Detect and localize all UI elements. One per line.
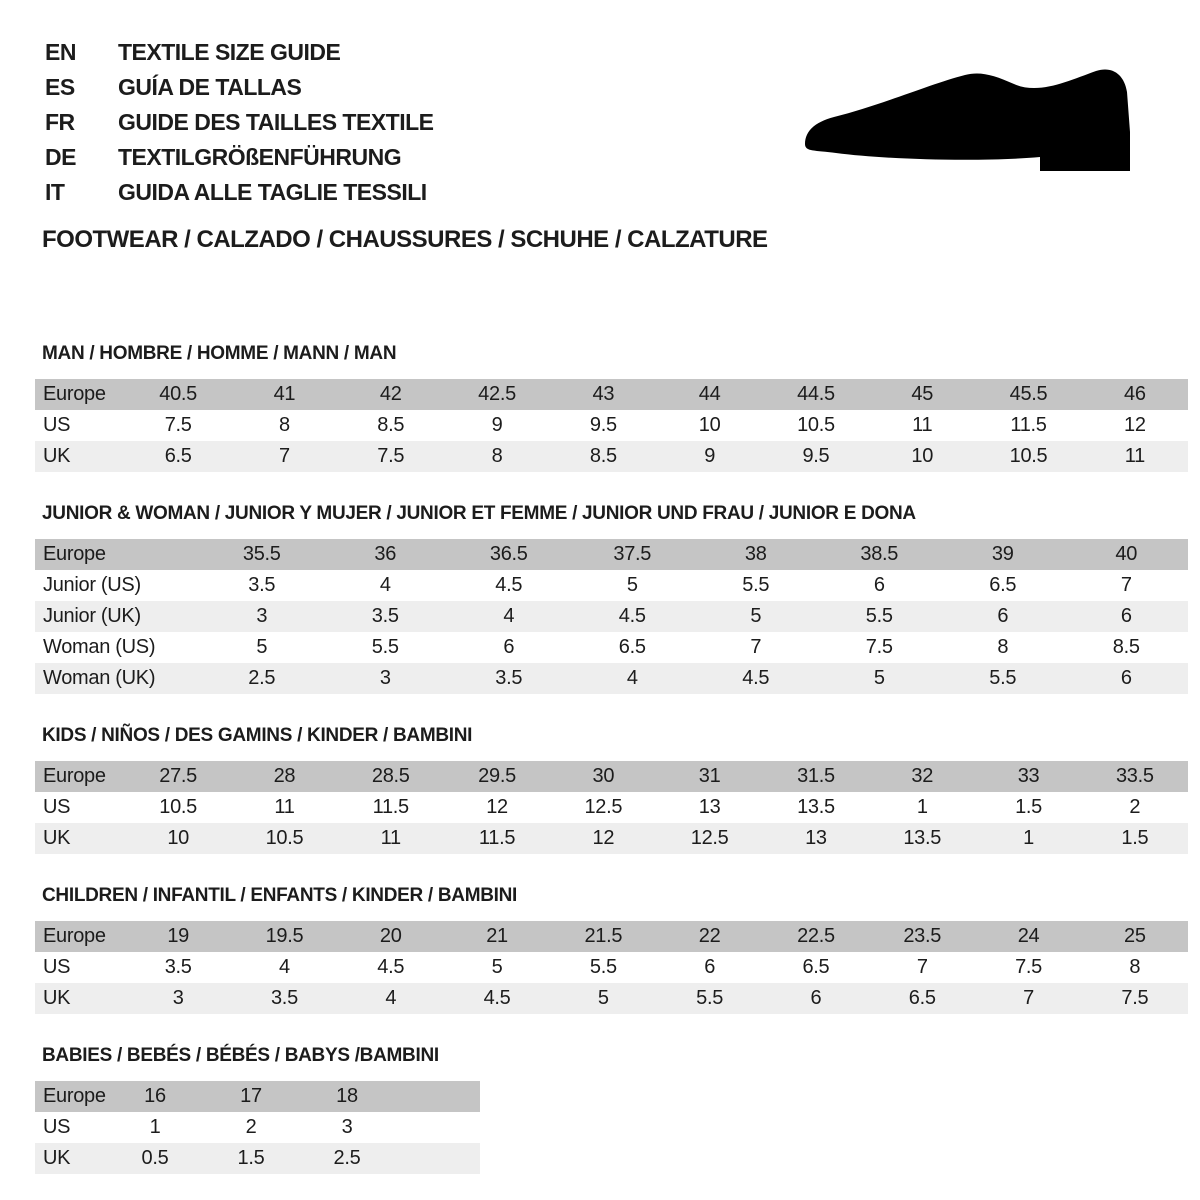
size-value: 4.5 (742, 667, 770, 689)
table-row (35, 792, 1188, 823)
table-row (35, 379, 1188, 410)
section-children (35, 884, 1188, 1014)
size-value: 8.5 (377, 414, 405, 436)
size-table-junior-woman (35, 539, 1188, 694)
size-value: 44.5 (797, 383, 835, 405)
lang-label-fr: GUIDE DES TAILLES TEXTILE (118, 109, 434, 135)
size-value: 7 (916, 956, 928, 978)
size-value: 4.5 (495, 574, 523, 596)
size-value: 8.5 (589, 445, 617, 467)
table-row (35, 1112, 480, 1143)
lang-label-de: TEXTILGRÖßENFÜHRUNG (118, 144, 402, 170)
section-title-children: CHILDREN / INFANTIL / ENFANTS / KINDER / BAMBINI (42, 885, 518, 906)
size-value: 6 (810, 987, 822, 1009)
size-value: 7 (750, 636, 762, 658)
size-value: 18 (336, 1085, 358, 1107)
size-value: 5.5 (989, 667, 1017, 689)
size-value: 12 (486, 796, 508, 818)
size-value: 5.5 (865, 605, 893, 627)
size-value: 12.5 (584, 796, 623, 818)
size-value: 5.5 (371, 636, 399, 658)
size-value: 7 (1120, 574, 1132, 596)
size-value: 40 (1115, 543, 1138, 565)
size-value: 9.5 (802, 445, 830, 467)
size-value: 45.5 (1009, 383, 1048, 405)
size-table-children (35, 921, 1188, 1014)
size-value: 2 (1129, 796, 1141, 818)
size-value: 6 (503, 636, 515, 658)
size-value: 44 (698, 383, 721, 405)
size-value: 33.5 (1115, 765, 1154, 787)
size-value: 5.5 (589, 956, 617, 978)
size-table-babies (35, 1081, 480, 1174)
size-value: 8 (279, 414, 290, 436)
size-value: 36.5 (489, 543, 528, 565)
size-value: 6 (704, 956, 716, 978)
size-value: 27.5 (159, 765, 198, 787)
size-value: 6.5 (164, 445, 192, 467)
size-value: 38.5 (860, 543, 899, 565)
size-value: 11.5 (1010, 414, 1047, 436)
size-value: 4.5 (483, 987, 511, 1009)
size-value: 10 (167, 827, 189, 849)
lang-label-es: GUÍA DE TALLAS (118, 74, 302, 100)
size-value: 1.5 (237, 1147, 265, 1169)
size-value: 6 (997, 605, 1009, 627)
size-value: 10.5 (265, 827, 304, 849)
size-value: 10 (698, 414, 721, 436)
size-value: 4 (626, 667, 638, 689)
size-value: 40.5 (159, 383, 198, 405)
size-value: 2.5 (333, 1147, 361, 1169)
size-value: 46 (1124, 383, 1146, 405)
size-value: 17 (240, 1085, 262, 1107)
section-man (35, 342, 1188, 472)
filler-cell (395, 1143, 480, 1174)
size-value: 6.5 (618, 636, 646, 658)
table-row (35, 761, 1188, 792)
size-value: 6.5 (989, 574, 1017, 596)
table-row (35, 1143, 480, 1174)
size-value: 4.5 (618, 605, 646, 627)
table-row (35, 632, 1188, 663)
size-table-kids (35, 761, 1188, 854)
row-label: Europe (43, 543, 106, 565)
row-label: US (43, 414, 71, 436)
table-row (35, 570, 1188, 601)
size-value: 9.5 (589, 414, 617, 436)
size-value: 30 (592, 765, 615, 787)
size-value: 7.5 (1121, 987, 1149, 1009)
size-value: 16 (144, 1085, 166, 1107)
size-value: 45 (911, 383, 934, 405)
size-value: 6 (1120, 667, 1132, 689)
size-value: 39 (991, 543, 1014, 565)
category-line: FOOTWEAR / CALZADO / CHAUSSURES / SCHUHE / CALZATURE (42, 226, 768, 253)
size-value: 4 (279, 956, 290, 978)
row-label: UK (43, 1147, 71, 1169)
size-value: 3.5 (164, 956, 192, 978)
row-label: Europe (43, 1085, 106, 1107)
row-label: UK (43, 987, 71, 1009)
size-value: 0.5 (141, 1147, 169, 1169)
lang-code-de: DE (45, 144, 76, 170)
size-value: 13.5 (797, 796, 835, 818)
lang-label-en: TEXTILE SIZE GUIDE (118, 39, 341, 65)
size-value: 5 (750, 605, 762, 627)
row-label: Junior (UK) (43, 605, 141, 627)
size-value: 20 (379, 925, 402, 947)
section-title-junior-woman: JUNIOR & WOMAN / JUNIOR Y MUJER / JUNIOR ET FEMME / JUNIOR UND FRAU / JUNIOR E DONA (42, 503, 916, 524)
size-value: 33 (1017, 765, 1040, 787)
size-value: 5 (256, 636, 268, 658)
size-value: 10.5 (797, 414, 835, 436)
row-label: Europe (43, 383, 106, 405)
size-value: 3 (341, 1116, 353, 1138)
size-value: 3.5 (270, 987, 298, 1009)
size-value: 21 (486, 925, 508, 947)
section-kids (35, 724, 1188, 854)
size-value: 12 (1124, 414, 1146, 436)
section-junior-woman (35, 502, 1188, 694)
size-value: 21.5 (584, 925, 623, 947)
size-value: 8 (1129, 956, 1141, 978)
size-value: 6 (873, 574, 885, 596)
size-value: 7.5 (1015, 956, 1042, 978)
size-value: 4.5 (377, 956, 405, 978)
size-value: 2 (245, 1116, 257, 1138)
size-value: 43 (592, 383, 615, 405)
size-value: 7 (279, 445, 290, 467)
size-value: 13 (698, 796, 721, 818)
lang-code-it: IT (45, 179, 65, 205)
table-row (35, 983, 1188, 1014)
filler-cell (395, 1112, 480, 1143)
size-value: 5 (873, 667, 885, 689)
row-label: Woman (US) (43, 636, 156, 658)
size-value: 8 (997, 636, 1009, 658)
size-value: 11 (1124, 445, 1145, 467)
size-value: 4 (385, 987, 397, 1009)
size-value: 1.5 (1015, 796, 1042, 818)
size-value: 12.5 (690, 827, 729, 849)
table-row (35, 410, 1188, 441)
table-row (35, 952, 1188, 983)
lang-code-fr: FR (45, 109, 75, 135)
row-label: US (43, 1116, 71, 1138)
table-row (35, 921, 1188, 952)
size-value: 7.5 (164, 414, 192, 436)
size-value: 1 (149, 1116, 161, 1138)
table-row (35, 823, 1188, 854)
table-row (35, 663, 1188, 694)
size-value: 13.5 (903, 827, 942, 849)
lang-label-it: GUIDA ALLE TAGLIE TESSILI (118, 179, 427, 205)
size-value: 11.5 (478, 827, 516, 849)
size-value: 1 (916, 796, 928, 818)
size-value: 1.5 (1121, 827, 1149, 849)
size-value: 12 (592, 827, 615, 849)
size-value: 31 (698, 765, 721, 787)
size-value: 5 (491, 956, 503, 978)
size-value: 35.5 (242, 543, 281, 565)
table-row (35, 601, 1188, 632)
size-value: 22 (698, 925, 721, 947)
lang-code-es: ES (45, 74, 75, 100)
size-value: 5 (626, 574, 638, 596)
size-value: 3.5 (495, 667, 523, 689)
size-value: 10.5 (159, 796, 198, 818)
row-label: Woman (UK) (43, 667, 156, 689)
size-value: 5 (597, 987, 609, 1009)
row-label: Europe (43, 925, 106, 947)
size-value: 25 (1124, 925, 1146, 947)
size-value: 3.5 (371, 605, 399, 627)
size-value: 10.5 (1009, 445, 1048, 467)
size-value: 23.5 (903, 925, 942, 947)
size-value: 11 (274, 796, 295, 818)
size-value: 19.5 (265, 925, 304, 947)
size-value: 11.5 (372, 796, 409, 818)
size-value: 13 (805, 827, 827, 849)
section-babies (35, 1044, 1188, 1174)
size-value: 3 (256, 605, 268, 627)
size-value: 38 (744, 543, 767, 565)
size-value: 4 (503, 605, 515, 627)
table-row (35, 441, 1188, 472)
size-value: 36 (374, 543, 397, 565)
section-title-kids: KIDS / NIÑOS / DES GAMINS / KINDER / BAMBINI (42, 725, 473, 746)
row-label: Junior (US) (43, 574, 141, 596)
size-value: 42 (379, 383, 402, 405)
size-value: 28 (273, 765, 296, 787)
size-value: 10 (911, 445, 934, 467)
lang-code-en: EN (45, 39, 76, 65)
size-value: 6.5 (908, 987, 936, 1009)
size-value: 5.5 (696, 987, 724, 1009)
size-value: 9 (704, 445, 716, 467)
size-value: 42.5 (478, 383, 516, 405)
size-value: 11 (912, 414, 933, 436)
section-title-man: MAN / HOMBRE / HOMME / MANN / MAN (42, 343, 397, 364)
size-value: 3.5 (248, 574, 276, 596)
size-value: 9 (491, 414, 503, 436)
size-value: 28.5 (371, 765, 410, 787)
row-label: US (43, 956, 71, 978)
size-value: 4 (379, 574, 391, 596)
size-value: 32 (911, 765, 934, 787)
section-title-babies: BABIES / BEBÉS / BÉBÉS / BABYS /BAMBINI (42, 1045, 439, 1066)
size-value: 3 (379, 667, 391, 689)
dress-shoe-icon (798, 64, 1140, 186)
size-value: 2.5 (248, 667, 276, 689)
table-row (35, 1081, 480, 1112)
size-value: 5.5 (742, 574, 770, 596)
row-label: UK (43, 445, 71, 467)
table-row (35, 539, 1188, 570)
size-value: 29.5 (478, 765, 516, 787)
row-label: US (43, 796, 71, 818)
size-value: 8 (491, 445, 503, 467)
size-value: 11 (380, 827, 401, 849)
size-value: 7.5 (377, 445, 405, 467)
size-value: 6.5 (802, 956, 830, 978)
size-value: 22.5 (797, 925, 835, 947)
size-value: 6 (1120, 605, 1132, 627)
size-table-man (35, 379, 1188, 472)
size-value: 7 (1023, 987, 1034, 1009)
size-value: 7.5 (865, 636, 893, 658)
row-label: UK (43, 827, 71, 849)
size-value: 3 (172, 987, 184, 1009)
size-value: 19 (167, 925, 189, 947)
size-value: 24 (1017, 925, 1040, 947)
size-value: 8.5 (1112, 636, 1140, 658)
size-value: 41 (273, 383, 296, 405)
size-value: 1 (1023, 827, 1034, 849)
size-value: 37.5 (613, 543, 652, 565)
filler-cell (395, 1081, 480, 1112)
size-value: 31.5 (797, 765, 835, 787)
row-label: Europe (43, 765, 106, 787)
